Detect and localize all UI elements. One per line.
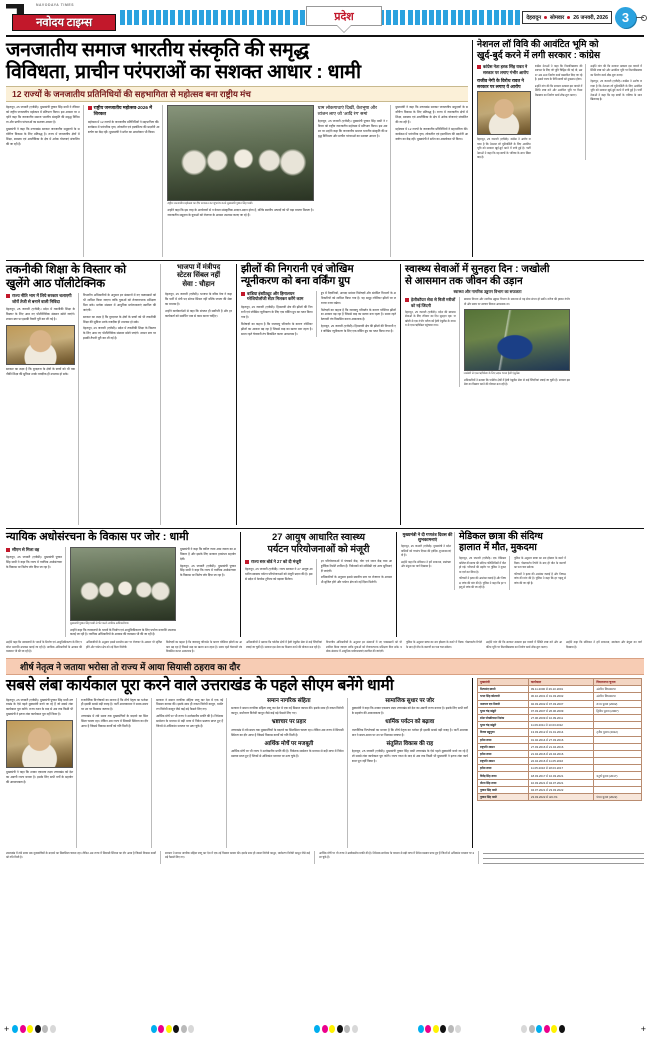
health-body-1: देहरादून, 25 जनवरी (एजेंसी)। प्रदेश की स्वास्थ्य सेवाओं के लिए रविवार का दिन सुनहरा रहा। जखोली से एक गंभीर मरीज को हेली एंबुलेंस के माध्यम से एम्स ऋषिकेश पहुंचाया गया। [405,309,456,328]
right-lower-stack [396,532,566,638]
medical-col-2 [514,556,566,589]
cell-election: चतुर्थ चुनाव (2017) [594,772,642,779]
bjp-body-2: उन्होंने कार्यकर्ताओं से कहा कि संगठन ही सर्वोपरि है और हर कार्यकर्ता को समर्पित भाव से काम करना चाहिए। [165,309,232,318]
right-body-2: कांग्रेस नेताओं ने कहा कि विश्वविद्यालय की स्थापना के लिए जो भूमि चिह्नित की गई थी, उस पर अब अन्य निर्माण कार्य प्रस्तावित किए जा रहे हैं। इससे राज्य के विधि छात्रों को नुकसान होगा। [534,63,583,82]
bottom-sub4: आर्थिक मोर्चे पर मजबूती [264,740,314,747]
cell-cm-name: हरीश रावत [478,765,529,772]
magenta-dot-icon [20,1025,26,1033]
table-row [478,750,642,757]
section-divider-1 [6,260,644,261]
table-row [478,729,642,736]
bottom-filler-1: उत्तराखंड में लंबे समय तक मुख्यमंत्रियों के बदलने का सिलसिला चलता रहा। लेकिन अब राज्य में सियासी स्थिरता का दौर आया है जिससे विकास कार्यों को गति मिली है। [6,850,156,860]
medical-headline-line1: मेडिकल छात्रा की संदिग्ध [459,530,543,542]
right-top-story [472,40,642,257]
dot-separator-icon [567,16,570,19]
cell-cm-name: भगत सिंह कोश्यारी [478,693,529,700]
judicial-col-1 [6,547,66,638]
lakes-headline-line1: झीलों की निगरानी एवं जोखिम [241,263,354,276]
lead-col-4 [318,105,392,257]
right-body-3b: देहरादून, 25 जनवरी (एजेंसी)। कांग्रेस ने आरोप लगाया है कि नेशनल लॉ यूनिवर्सिटी के लिए आवंटित भूमि को सरकार खुर्द-बुर्द करने में लगी हुई है। पार्टी नेताओं ने कहा कि यह छात्रों के भविष्य के साथ खिलवाड़ है। [590,79,642,102]
right-body-1: देहरादून, 25 जनवरी (एजेंसी)। कांग्रेस ने आरोप लगाया है कि नेशनल लॉ यूनिवर्सिटी के लिए आवंटित भूमि को सरकार खुर्द-बुर्द करने में लगी हुई है। पार्टी नेताओं ने कहा कि यह छात्रों के भविष्य के साथ खिलवाड़ है। [477,137,531,160]
lightgray-dot-icon [50,1025,56,1033]
bottom-filler-2: सरकार ने समान नागरिक संहिता लागू कर देश में एक नई मिसाल कायम की। इसके साथ ही नकल विरोधी कानून, धर्मांतरण विरोधी कानून जैसे कई बड़े फैसले लिए गए। [160,851,310,864]
story-ayush [240,532,392,638]
cell-tenure: 18.03.2017 से 10.03.2021 [528,772,594,779]
lead-body-4: देहरादून, 25 जनवरी (एजेंसी)। मुख्यमंत्री पुष्कर सिंह धामी ने रविवार को राष्ट्रीय जनजातीय महोत्सव में प्रतिभाग किया। इस अवसर पर उन्होंने कहा कि जनजातीय समाज भारतीय संस्कृति की समृद्ध विविधता और प्राचीन परंपराओं का सशक्त आधार है। [317,119,388,138]
cell-tenure: 07.03.2007 से 26.06.2009 [528,707,594,714]
lakes-col-1 [241,291,317,337]
yellow-dot-icon [166,1025,172,1033]
cell-election: पंचम चुनाव (2022) [594,794,642,801]
bottom-filler-3: आर्थिक मोर्चे पर भी राज्य ने उल्लेखनीय प्रगति की है। निवेशक सम्मेलन के माध्यम से बड़ी मात्रा में निवेश प्रस्ताव प्राप्त हुए हैं जिनमें से अधिकांश धरातल पर उतर चुके हैं। [314,851,474,864]
judicial-col-3 [180,547,236,638]
table-row [478,707,642,714]
lead-body-3: उन्होंने कहा कि इस तरह के आयोजनों से न केवल सांस्कृतिक आदान-प्रदान होता है, बल्कि स्थानीय उत्पादों को भी बड़ा बाजार मिलता है। जनजातीय समुदाय के युवाओं को रोजगार के अवसर उपलब्ध कराए जा रहे हैं। [167,207,314,217]
filler-2: अधिकारियों के अनुसार इससे स्थानीय स्तर पर रोजगार के अवसर भी सृजित होंगे और पर्यटन क्षेत्र को नई दिशा मिलेगी। [86,640,162,649]
crop-mark-icon: + [4,1023,10,1034]
dateline-date: 26 जनवरी, 2026 [573,15,608,21]
bottom-body-2b: उत्तराखंड में लंबे समय तक मुख्यमंत्रियों के बदलने का सिलसिला चलता रहा। लेकिन अब राज्य में सियासी स्थिरता का दौर आया है जिससे विकास कार्यों को गति मिली है। [81,714,149,729]
logo-title: नवोदय टाइम्स [36,17,92,29]
bottom-body-4: सरकार ने समान नागरिक संहिता लागू कर देश में एक नई मिसाल कायम की। इसके साथ ही नकल विरोधी कानून, धर्मांतरण विरोधी कानून जैसे कई बड़े फैसले लिए गए। [231,706,344,716]
filler-6: पुलिस के अनुसार छात्रा का शव हॉस्टल के कमरे में मिला। पोस्टमार्टम रिपोर्ट के बाद ही मौत के कारणों का पता चल सकेगा। [406,640,482,649]
cm-tenure-table [477,678,642,801]
yellow-dot-icon [329,1025,335,1033]
bottom-sub1: समान नागरिक संहिता [267,697,311,704]
page-number-badge: 3 [615,7,636,28]
right-body-3: उन्होंने मांग की कि सरकार तत्काल इस मामले में स्थिति स्पष्ट करे और आवंटित भूमि पर विश्वविद्यालय का निर्माण कार्य शीघ्र शुरू कराए। [590,63,642,77]
cmyk-swatch-group-3 [314,1025,358,1033]
cyan-dot-icon [12,1025,18,1033]
lead-bullet-1 [88,105,163,117]
right-headline-line1: नेशनल लॉ विवि की आवंटित भूमि को [477,39,599,49]
lead-story [6,40,468,257]
registration-marks [0,1023,650,1035]
lakes-headline-line2: न्यूनीकरण को बना वर्किंग ग्रुप [241,275,351,288]
cell-cm-name: हरीश रावत [478,736,529,743]
section-banner [6,658,644,675]
judicial-body-3b: देहरादून, 25 जनवरी (एजेंसी)। मुख्यमंत्री पुष्कर सिंह धामी ने कहा कि राज्य में न्यायिक अधोसंरचना के विकास पर विशेष जोर दिया जा रहा है। [180,563,236,578]
cell-cm-name: रमेश पोखरियाल निशंक [478,714,529,721]
gray-dot-icon [448,1025,454,1033]
judicial-photo-caption: मुख्यमंत्री पुष्कर सिंह धामी से भेंट करते न्यायिक अधिकारीगण। [70,621,130,625]
bottom-body-4c: आर्थिक मोर्चे पर भी राज्य ने उल्लेखनीय प्रगति की है। निवेशक सम्मेलन के माध्यम से बड़ी मात्रा में निवेश प्रस्ताव प्राप्त हुए हैं जिनमें से अधिकांश धरातल पर उतर चुके हैं। [231,749,344,759]
story-lakes [236,264,396,525]
cell-election [594,758,642,765]
lead-bullet-text: राष्ट्रीय जनजातीय महोत्सव-2026 में शिरकत [93,105,152,117]
bottom-sub6: संतुलित विकास की राह [386,740,434,747]
pre-banner-text-row [6,640,644,653]
ayush-headline-line1: 27 आयुष आधारित स्वास्थ्य [271,531,366,543]
lakes-col-2 [321,291,397,337]
bottom-lead-headline: सबसे लंबा कार्यकाल पूरा करने वाले उत्तराखंड के पहले सीएम बनेंगे धामी [6,676,394,694]
cell-cm-name: पुष्कर सिंह धामी [478,786,529,793]
greet-col [401,532,455,590]
judicial-bullet-text: सीएम से मिला वह [12,546,40,552]
right-body-2b: उन्होंने मांग की कि सरकार तत्काल इस मामले में स्थिति स्पष्ट करे और आवंटित भूमि पर विश्वविद्यालय का निर्माण कार्य शीघ्र शुरू कराए। [534,83,583,97]
health-headline-line1: स्वास्थ्य सेवाओं में सुनहरा दिन : जखोली [405,264,550,276]
masthead [6,0,644,34]
filler-8: उन्होंने कहा कि संविधान ने हमें समानता, स्वतंत्रता और बंधुत्व का मार्ग दिखाया है। [566,640,642,649]
filler-3: विशेषज्ञों का कहना है कि जलवायु परिवर्तन के कारण ग्लेशियर झीलों का आकार बढ़ रहा है जिससे बाढ़ का खतरा बना रहता है। समय रहते चेतावनी तंत्र विकसित करना आवश्यक है। [166,640,242,654]
table-row [478,714,642,721]
cell-tenure: 22.04.2016 से 11.05.2016 [528,758,594,765]
cell-cm-name: राष्ट्रपति शासन [478,743,529,750]
medical-body-2: पुलिस के अनुसार छात्रा का शव हॉस्टल के कमरे में मिला। पोस्टमार्टम रिपोर्ट के बाद ही मौत के कारणों का पता चल सकेगा। [514,556,566,570]
helicopter-photo [464,309,570,371]
lead-body-1: देहरादून, 25 जनवरी (एजेंसी)। मुख्यमंत्री पुष्कर सिंह धामी ने रविवार को राष्ट्रीय जनजातीय महोत्सव में प्रतिभाग किया। इस अवसर पर उन्होंने कहा कि जनजातीय समाज भारतीय संस्कृति की समृद्ध विविधता और प्राचीन परंपराओं का सशक्त आधार है। [6,105,80,124]
medical-col [459,532,566,590]
cell-election: द्वितीय चुनाव (2007) [594,707,642,714]
cmyk-swatch-group-5 [521,1025,565,1033]
lead-body-5b: महोत्सव में 12 राज्यों के जनजातीय प्रतिनिधियों ने सहभागिता की। कार्यक्रम में पारंपरिक नृत्य, लोकगीत एवं हस्तशिल्प की प्रदर्शनी आकर्षण का केंद्र रही। मुख्यमंत्री ने स्टॉल का अवलोकन भी किया। [395,126,468,141]
cell-cm-name: भुवन चंद्र खंडूरी [478,707,529,714]
health-bullet-text: हेलीकॉप्टर सेवा से मिली मरीजों को नई जिंदगी [411,297,456,308]
poly-body-1b: सरकार का लक्ष्य है कि दूरदराज के क्षेत्रों के छात्रों को भी तकनीकी शिक्षा की सुविधा उनके नजदीक ही उपलब्ध हो सके। [6,367,75,376]
cell-tenure: 13.03.2012 से 31.01.2014 [528,729,594,736]
cell-cm-name: त्रिवेंद्र सिंह रावत [478,772,529,779]
tail-decoration-icon [636,17,644,18]
cell-tenure: 02.03.2002 से 07.03.2007 [528,700,594,707]
judicial-photo-col [70,547,176,638]
story-judicial [6,532,236,638]
health-body-3: अधिकारियों ने बताया कि पर्वतीय क्षेत्रों में हेली एंबुलेंस सेवा से कई जिंदगियां बचाई जा चुकी हैं। सरकार इस सेवा का विस्तार करने की योजना बना रही है। [463,377,570,387]
bjp-headline-line3: सेवा : चौहान [182,280,215,288]
cell-election: अंतरिम विधानसभा [594,693,642,700]
cell-cm-name: नारायण दत्त तिवारी [478,700,529,707]
dot-separator-icon [544,16,547,19]
lead-col-5 [395,105,468,257]
judicial-headline: न्यायिक अधोसंरचना के विकास पर जोर : धामी [6,530,189,543]
judicial-body-2: उन्होंने कहा कि न्यायालयों के भवनों के निर्माण एवं आधुनिकीकरण के लिए पर्याप्त धनराशि उपलब्ध कराई जा रही है। न्यायिक अधिकारियों के आवास की व्यवस्था भी की जा रही है। [70,627,176,637]
table-row [478,786,642,793]
right-portrait-photo [477,91,531,135]
square-bullet-icon [88,106,92,110]
filler-1: उन्होंने कहा कि न्यायालयों के भवनों के निर्माण एवं आधुनिकीकरण के लिए पर्याप्त धनराशि उपलब्ध कराई जा रही है। न्यायिक अधिकारियों के आवास की व्यवस्था भी की जा रही है। [6,640,82,654]
cell-election [594,714,642,721]
cyan-dot-icon [314,1025,320,1033]
lead-photo [167,105,313,201]
ayush-body-2: इन परियोजनाओं में पंचकर्म केंद्र, योग एवं ध्यान केंद्र तथा आयुर्वेदिक रिसॉर्ट शामिल हैं। निवेशकों को सब्सिडी एवं अन्य सुविधाएं दी जाएंगी। [320,558,392,573]
cell-election: अंतरिम विधानसभा [594,686,642,693]
square-bullet-icon [6,294,10,298]
filler-7: उन्होंने मांग की कि सरकार तत्काल इस मामले में स्थिति स्पष्ट करे और आवंटित भूमि पर विश्वविद्यालय का निर्माण कार्य शीघ्र शुरू कराए। [486,640,562,649]
lakes-body-2: ग्रुप में वैज्ञानिकों, आपदा प्रबंधन विशेषज्ञों और संबंधित विभागों के अधिकारियों को शामिल किया गया है। यह समूह ग्लेशियर झीलों पर लगातार नजर रखेगा। [320,290,396,305]
health-headline-line2: से आसमान तक जीवन की उड़ान [405,276,523,288]
table-row [478,722,642,729]
right-bullet [477,64,531,75]
dateline-day: सोमवार [549,15,565,21]
poly-portrait-photo [6,325,75,365]
bottom-body-1: देहरादून, 25 जनवरी (एजेंसी)। मुख्यमंत्री पुष्कर सिंह धामी उत्तराखंड के ऐसे पहले मुख्यमंत्री बनने जा रहे हैं जो सबसे लंबा कार्यकाल पूरा करेंगे। राज्य गठन के बाद से अब तक किसी भी मुख्यमंत्री ने इतना लंबा कार्यकाल पूरा नहीं किया है। [6,697,74,717]
right-sub-headline: राजीव नेगी के विरोध रावत ने सरकार पर लगाए ये आरोप [477,78,524,89]
cm-greet-headline: मुख्यमंत्री ने दी गणतंत्र दिवस की शुभकामनाएं [402,531,453,543]
cell-election: तृतीय चुनाव (2012) [594,729,642,736]
lead-bullet-right: धाम लोकगाथाएं दिखीं, वेशभूषा और व्यंजन लाए जो 'आदि रंग' समां [317,105,377,117]
gray-dot-icon [344,1025,350,1033]
cell-tenure: 30.10.2001 से 01.03.2002 [528,693,594,700]
cell-election [594,743,642,750]
table-header-cm: मुख्यमंत्री [478,678,529,685]
cell-cm-name: हरीश रावत [478,750,529,757]
bottom-body-1b: मुख्यमंत्री ने कहा कि उनका एकमात्र लक्ष्य उत्तराखंड को देश का अग्रणी राज्य बनाना है। इसके लिए सभी वर्गों के सहयोग की आवश्यकता है। [6,770,74,785]
judicial-body-3: मुख्यमंत्री ने कहा कि त्वरित न्याय आम जनता का अधिकार है और इसके लिए सरकार हरसंभव सहयोग देगी। [180,546,236,561]
square-bullet-icon [405,298,409,302]
cell-cm-name: राष्ट्रपति शासन [478,758,529,765]
crop-mark-icon: + [640,1023,646,1034]
story-polytechnic [6,264,156,525]
cm-greet-body-1: देहरादून, 25 जनवरी (एजेंसी)। मुख्यमंत्री ने प्रदेशवासियों को गणतंत्र दिवस की हार्दिक शुभकामनाएं दी हैं। [401,544,451,558]
lead-body-5: मुख्यमंत्री ने कहा कि उत्तराखंड सरकार जनजातीय समुदायों के सर्वांगीण विकास के लिए प्रतिबद्ध है। राज्य में जनजातीय क्षेत्रों में शिक्षा, स्वास्थ्य एवं आजीविका के क्षेत्र में अनेक योजनाएं संचालित की जा रही हैं। [395,105,468,124]
black-dot-icon [559,1025,565,1033]
ayush-bullet-text: राज्य स्तर बोर्ड ने 27 को दी मंजूरी [251,558,302,564]
lightgray-dot-icon [188,1025,194,1033]
judicial-body-1: देहरादून, 25 जनवरी (एजेंसी)। मुख्यमंत्री पुष्कर सिंह धामी ने कहा कि राज्य में न्यायिक अधोसंरचना के विकास पर विशेष जोर दिया जा रहा है। [6,555,62,570]
lightgray-dot-icon [455,1025,461,1033]
health-kicker: स्वास्थ्य और नागरिक उड्डयन विभाग का सफलता [453,289,522,295]
lead-col-2 [88,105,164,257]
story-health [400,264,570,525]
ayush-col-2 [321,559,393,586]
health-col-1 [405,297,460,387]
cell-election [594,736,642,743]
cell-cm-name: नित्यानंद स्वामी [478,686,529,693]
square-bullet-icon [245,560,249,564]
dateline-city: देहरादून [526,15,541,21]
lakes-bullet-text: वाडिया इंस्टीट्यूट और हिमालयन ग्लेशियोलॉजी सेंटर मिलकर करेंगे काम [247,290,304,302]
cyan-dot-icon [418,1025,424,1033]
poly-headline-line2: खुलेंगे आठ पॉलीटेक्निक [6,277,106,290]
lead-photo-caption: राष्ट्रीय जनजातीय महोत्सव का दीप प्रज्वलन कर शुभारंभ करते मुख्यमंत्री पुष्कर सिंह धामी। [167,202,253,206]
ayush-body-1: देहरादून, 25 जनवरी (एजेंसी)। राज्य सरकार ने 27 आयुष आधारित स्वास्थ्य पर्यटन परियोजनाओं को मंजूरी प्रदान की है। इससे प्रदेश में वेलनेस टूरिज्म को बढ़ावा मिलेगा। [245,567,313,582]
bottom-body-3: सरकार ने समान नागरिक संहिता लागू कर देश में एक नई मिसाल कायम की। इसके साथ ही नकल विरोधी कानून, धर्मांतरण विरोधी कानून जैसे कई बड़े फैसले लिए गए। [156,697,224,712]
bjp-headline-line2: स्टेटस सिंबल नहीं [176,272,221,280]
yellow-dot-icon [27,1025,33,1033]
bottom-body-4b: उत्तराखंड में लंबे समय तक मुख्यमंत्रियों के बदलने का सिलसिला चलता रहा। लेकिन अब राज्य में सियासी स्थिरता का दौर आया है जिससे विकास कार्यों को गति मिली है। [231,727,344,737]
table-row [478,736,642,743]
ayush-col-1 [245,559,317,586]
cyan-dot-icon [536,1025,542,1033]
lakes-body-2c: देहरादून, 25 जनवरी (एजेंसी)। हिमालयी क्षेत्र की झीलों की निगरानी एवं जोखिम न्यूनीकरण के लिए एक वर्किंग ग्रुप का गठन किया गया है। [320,324,396,334]
black-dot-icon [337,1025,343,1033]
bjp-body-1: देहरादून, 25 जनवरी (एजेंसी)। भाजपा के वरिष्ठ नेता ने कहा कि पार्टी में मंत्री पद स्टेटस सिंबल नहीं बल्कि जनता की सेवा का माध्यम है। [165,292,232,307]
bottom-body-5b: राजनीतिक विश्लेषकों का मानना है कि शीर्ष नेतृत्व का भरोसा ही इसकी सबसे बड़ी वजह है। पार्टी आलाकमान ने समय-समय पर उन पर विश्वास जताया है। [351,727,468,737]
lead-body-1b: मुख्यमंत्री ने कहा कि उत्तराखंड सरकार जनजातीय समुदायों के सर्वांगीण विकास के लिए प्रतिबद्ध है। राज्य में जनजातीय क्षेत्रों में शिक्षा, स्वास्थ्य एवं आजीविका के क्षेत्र में अनेक योजनाएं संचालित की जा रही हैं। [6,126,80,146]
cell-tenure: 27.06.2009 से 10.09.2011 [528,714,594,721]
right-col-2 [535,64,587,160]
poly-headline-line1: तकनीकी शिक्षा के विस्तार को [6,264,127,277]
ayush-headline-line2: पर्यटन परियोजनाओं को मंजूरी [267,544,370,556]
cell-tenure: 23.03.2022 से अब तक [528,794,594,801]
table-header-tenure: कार्यकाल [528,678,594,685]
table-row [478,758,642,765]
table-row [478,772,642,779]
lead-headline-line1: जनजातीय समाज भारतीय संस्कृति की समृद्ध [6,39,309,61]
poly-bullet [6,293,78,304]
cell-election [594,765,642,772]
cell-tenure: 04.07.2021 से 23.03.2022 [528,786,594,793]
medical-headline-line2: हालात में मौत, मुकदमा [459,542,537,554]
magenta-dot-icon [544,1025,550,1033]
cell-election: राज्य चुनाव (2002) [594,700,642,707]
lakes-body-1: देहरादून, 25 जनवरी (एजेंसी)। हिमालयी क्षेत्र की झीलों की निगरानी एवं जोखिम न्यूनीकरण के लिए एक वर्किंग ग्रुप का गठन किया गया है। [241,305,313,319]
yellow-dot-icon [433,1025,439,1033]
cell-tenure: 10.03.2021 से 04.07.2021 [528,779,594,786]
bottom-body-5: मुख्यमंत्री ने कहा कि उनका एकमात्र लक्ष्य उत्तराखंड को देश का अग्रणी राज्य बनाना है। इसके लिए सभी वर्गों के सहयोग की आवश्यकता है। [351,706,468,716]
square-bullet-icon [6,548,10,552]
bottom-sub3: भ्रष्टाचार पर प्रहार [271,719,307,726]
lead-photo-col [167,105,313,257]
ayush-body-2b: अधिकारियों के अनुसार इससे स्थानीय स्तर पर रोजगार के अवसर भी सृजित होंगे और पर्यटन क्षेत्र को नई दिशा मिलेगी। [320,575,392,585]
lead-col-1 [6,105,84,257]
black-dot-icon [440,1025,446,1033]
table-row [478,686,642,693]
bottom-filler-row [6,851,644,864]
medical-body-1b: परिजनों ने हत्या की आशंका जताई है और निष्पक्ष जांच की मांग की है। पुलिस ने कहा कि हर पहलू से जांच की जा रही है। [459,576,506,590]
health-bullet [405,297,459,308]
logo-plate [12,14,116,31]
bottom-col-1 [6,698,77,848]
square-bullet-icon [241,292,245,296]
cell-tenure: 27.03.2016 से 21.04.2016 [528,743,594,750]
cell-election [594,779,642,786]
bottom-col-2 [81,698,152,848]
cmyk-swatch-group-4 [418,1025,462,1033]
cell-tenure: 11.05.2016 से 18.03.2017 [528,765,594,772]
health-body-2: स्वास्थ्य विभाग और नागरिक उड्डयन विभाग के समन्वय से यह सेवा संभव हो सकी। मरीज की हालत गंभीर थी और समय पर उपचार मिलना आवश्यक था। [463,297,570,306]
table-header-row [478,678,642,685]
table-row [478,794,642,801]
bottom-body-3b: आर्थिक मोर्चे पर भी राज्य ने उल्लेखनीय प्रगति की है। निवेशक सम्मेलन के माध्यम से बड़ी मात्रा में निवेश प्रस्ताव प्राप्त हुए हैं जिनमें से अधिकांश धरातल पर उतर चुके हैं। [156,714,224,729]
cell-tenure: 01.02.2014 से 27.03.2016 [528,736,594,743]
cyan-dot-icon [151,1025,157,1033]
poly-body-2: विभागीय अधिकारियों के अनुसार इन संस्थानों में नए पाठ्यक्रमों को भी शामिल किया जाएगा ताकि युवाओं को रोजगारपरक प्रशिक्षण मिल सके। प्रत्येक संस्थान में आधुनिक प्रयोगशालाएं स्थापित की जाएंगी। [83,292,156,312]
cm-greet-body-2: उन्होंने कहा कि संविधान ने हमें समानता, स्वतंत्रता और बंधुत्व का मार्ग दिखाया है। [401,559,451,569]
table-row [478,765,642,772]
lead-body-2: महोत्सव में 12 राज्यों के जनजातीय प्रतिनिधियों ने सहभागिता की। कार्यक्रम में पारंपरिक नृत्य, लोकगीत एवं हस्तशिल्प की प्रदर्शनी आकर्षण का केंद्र रही। मुख्यमंत्री ने स्टॉल का अवलोकन भी किया। [87,120,160,135]
bottom-col-3 [156,698,227,848]
health-photo-caption: जखोली से एम्स ऋषिकेश के लिए उड़ान भरता हेली एंबुलेंस। [463,372,521,376]
poly-col-1 [6,293,79,525]
lakes-body-1b: विशेषज्ञों का कहना है कि जलवायु परिवर्तन के कारण ग्लेशियर झीलों का आकार बढ़ रहा है जिससे बाढ़ का खतरा बना रहता है। समय रहते चेतावनी तंत्र विकसित करना आवश्यक है। [241,321,313,336]
health-col-2 [464,297,570,387]
yellow-dot-icon [551,1025,557,1033]
table-row [478,700,642,707]
bottom-body-2: राजनीतिक विश्लेषकों का मानना है कि शीर्ष नेतृत्व का भरोसा ही इसकी सबसे बड़ी वजह है। पार्टी आलाकमान ने समय-समय पर उन पर विश्वास जताया है। [81,697,149,712]
cell-tenure: 11.09.2011 से 13.03.2012 [528,722,594,729]
gray-dot-icon [181,1025,187,1033]
section-divider-2 [6,528,644,529]
filler-5: विभागीय अधिकारियों के अनुसार इन संस्थानों में नए पाठ्यक्रमों को भी शामिल किया जाएगा ताकि युवाओं को रोजगारपरक प्रशिक्षण मिल सके। प्रत्येक संस्थान में आधुनिक प्रयोगशालाएं स्थापित की जाएंगी। [326,640,402,654]
bottom-col-5 [352,698,468,848]
medical-body-2b: परिजनों ने हत्या की आशंका जताई है और निष्पक्ष जांच की मांग की है। पुलिस ने कहा कि हर पहलू से जांच की जा रही है। [514,571,566,585]
table-row [478,779,642,786]
poly-bullet-text: राज्य नीति भाग में लिये सरकार चलाएगी जोरों तेजी से बनाने वाली निविदा [12,292,72,304]
section-tab-label: प्रदेश [334,10,354,23]
magenta-dot-icon [322,1025,328,1033]
bottom-lead-story [6,678,468,848]
lightgray-dot-icon [521,1025,527,1033]
cell-election [594,722,642,729]
medical-body-1: देहरादून, 25 जनवरी (एजेंसी)। एक मेडिकल कॉलेज की छात्रा की संदिग्ध परिस्थितियों में मौत हो गई। परिजनों की तहरीर पर पुलिस ने मुकदमा दर्ज कर लिया है। [459,556,506,574]
filler-4: अधिकारियों ने बताया कि पर्वतीय क्षेत्रों में हेली एंबुलेंस सेवा से कई जिंदगियां बचाई जा चुकी हैं। सरकार इस सेवा का विस्तार करने की योजना बना रही है। [246,640,322,649]
square-bullet-icon [477,65,481,69]
cell-cm-name: विजय बहुगुणा [478,729,529,736]
medical-col-1 [459,556,510,589]
newspaper-logo[interactable] [6,3,118,31]
cm-table-panel [472,678,642,848]
table-header-election: विधानसभा चुनाव [594,678,642,685]
masthead-rule [6,35,644,37]
table-body [478,686,642,801]
cell-tenure: 21.04.2016 से 22.04.2016 [528,750,594,757]
bottom-sub2: सामाजिक सुधार पर जोर [385,697,435,704]
cmyk-swatch-group [12,1025,56,1033]
gray-dot-icon [529,1025,535,1033]
poly-body-1: देहरादून, 25 जनवरी (एजेंसी)। प्रदेश में तकनीकी शिक्षा के विस्तार के लिए आठ नए पॉलीटेक्निक संस्थान खोले जाएंगे। शासन स्तर पर इसकी तैयारी पूरी कर ली गई है। [6,307,75,322]
cell-cm-name: भुवन चंद्र खंडूरी [478,722,529,729]
banner-text: शीर्ष नेतृत्व ने जताया भरोसा तो राज्य में आया सियासी ठहराव का दौर [20,661,241,672]
bottom-body-5c: देहरादून, 25 जनवरी (एजेंसी)। मुख्यमंत्री पुष्कर सिंह धामी उत्तराखंड के ऐसे पहले मुख्यमंत्री बनने जा रहे हैं जो सबसे लंबा कार्यकाल पूरा करेंगे। राज्य गठन के बाद से अब तक किसी भी मुख्यमंत्री ने इतना लंबा कार्यकाल पूरा नहीं किया है। [351,749,468,764]
lakes-bullet [241,291,316,302]
table-row [478,743,642,750]
story-bjp [160,264,232,525]
right-headline-line2: खुर्द-बुर्द करने में लगी सरकार : कांग्रेस [477,49,601,60]
bottom-col-4 [231,698,347,848]
right-bullet-text: कांग्रेस नेता हरक सिंह रावत ने सरकार पर लगाए गंभीर आरोप [483,63,529,75]
judicial-bullet [6,547,65,553]
dateline [522,11,612,24]
cell-election [594,750,642,757]
magenta-dot-icon [158,1025,164,1033]
bottom-filler-4 [478,851,644,864]
lead-subhead: 12 राज्यों के जनजातीय प्रतिनिधियों की सहभागिता से महोत्सव बना राष्ट्रीय मंच [12,89,251,100]
gray-dot-icon [42,1025,48,1033]
logo-subtext: NAVODAYA TIMES [36,3,75,7]
magenta-dot-icon [425,1025,431,1033]
section-tab-pradesh[interactable] [306,6,382,26]
cmyk-swatch-group-2 [151,1025,195,1033]
ayush-bullet [245,559,316,565]
cell-cm-name: तीरथ सिंह रावत [478,779,529,786]
lead-headline-line2: विविधता, प्राचीन परंपराओं का सशक्त आधार : धामी [6,61,361,84]
cell-tenure: 09.11.2000 से 29.10.2001 [528,686,594,693]
lakes-body-2b: विशेषज्ञों का कहना है कि जलवायु परिवर्तन के कारण ग्लेशियर झीलों का आकार बढ़ रहा है जिससे बाढ़ का खतरा बना रहता है। समय रहते चेतावनी तंत्र विकसित करना आवश्यक है। [320,307,396,322]
cell-cm-name: पुष्कर सिंह धामी [478,794,529,801]
table-row [478,693,642,700]
lightgray-dot-icon [352,1025,358,1033]
poly-col-2 [83,293,156,525]
right-col-3 [590,64,642,160]
poly-body-2c: देहरादून, 25 जनवरी (एजेंसी)। प्रदेश में तकनीकी शिक्षा के विस्तार के लिए आठ नए पॉलीटेक्निक संस्थान खोले जाएंगे। शासन स्तर पर इसकी तैयारी पूरी कर ली गई है। [83,326,156,341]
bottom-portrait-photo [6,720,73,768]
judicial-photo [70,547,176,621]
right-col-1 [477,64,531,160]
cell-election [594,786,642,793]
bottom-sub5: धार्मिक पर्यटन को बढ़ावा [385,719,435,726]
black-dot-icon [35,1025,41,1033]
bjp-headline-line1: भाजपा में मंत्रीपद [176,264,221,272]
black-dot-icon [173,1025,179,1033]
lead-subhead-band [6,86,468,102]
poly-body-2b: सरकार का लक्ष्य है कि दूरदराज के क्षेत्रों के छात्रों को भी तकनीकी शिक्षा की सुविधा उनके नजदीक ही उपलब्ध हो सके। [83,314,156,324]
